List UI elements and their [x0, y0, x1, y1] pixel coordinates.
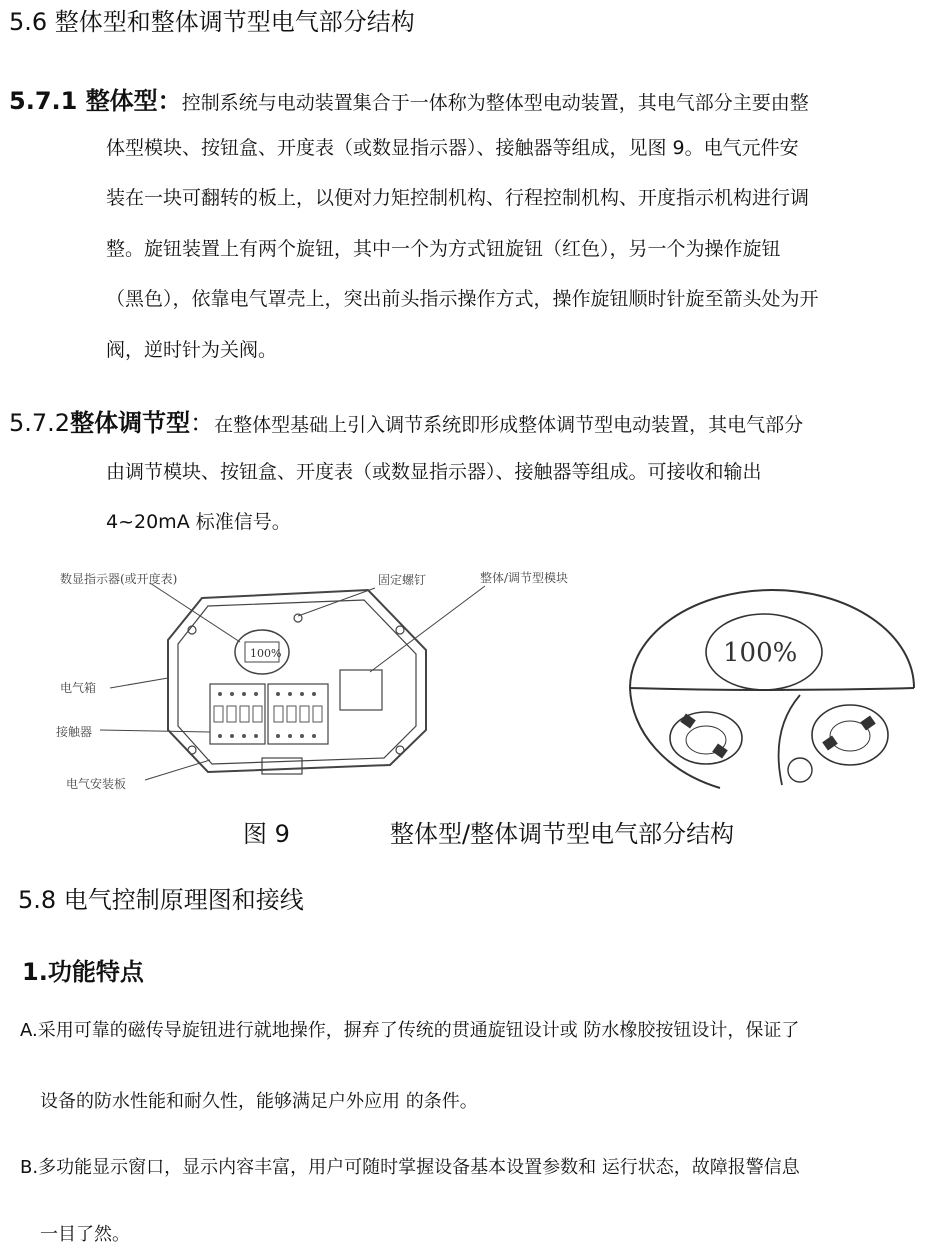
section-5-7-1-label: 5.7.1 整体型： — [9, 87, 182, 115]
right-display-reading: 100% — [723, 638, 798, 668]
section-5-7-2-label-num: 5.7.2 — [9, 409, 71, 437]
label-contactor: 接触器 — [56, 725, 93, 739]
label-display-indicator: 数显指示器(或开度表) — [60, 572, 178, 586]
section-5-7-1-line-2: 体型模块、按钮盒、开度表（或数显指示器）、接触器等组成，见图 9。电气元件安 — [106, 137, 799, 159]
features-title: 1.功能特点 — [22, 958, 144, 986]
section-5-7-2-line-1: 在整体型基础上引入调节系统即形成整体调节型电动装置，其电气部分 — [214, 414, 804, 436]
left-display-reading: 100% — [250, 647, 282, 660]
feature-a-line-2: 设备的防水性能和耐久性，能够满足户外应用 的条件。 — [40, 1091, 478, 1112]
feature-b-line-1: B.多功能显示窗口，显示内容丰富，用户可随时掌握设备基本设置参数和 运行状态，故障报警信息 — [20, 1157, 800, 1178]
section-5-7-1-line-5: （黑色），依靠电气罩壳上，突出前头指示操作方式，操作旋钮顺时针旋至箭头处为开 — [106, 288, 819, 310]
section-5-7-2-label-colon: ： — [190, 409, 215, 437]
figure-9-illustration — [30, 560, 920, 805]
figure-caption-text: 整体型/整体调节型电气部分结构 — [390, 820, 735, 848]
label-mounting-board: 电气安装板 — [66, 777, 127, 791]
label-electrical-box: 电气箱 — [60, 681, 97, 695]
figure-caption-number: 图 9 — [243, 820, 290, 848]
section-5-7-2-label-text: 整体调节型 — [70, 409, 191, 437]
section-5-7-2-line-3: 4~20mA 标准信号。 — [106, 511, 291, 533]
section-5-7-1-line-6: 阀，逆时针为关阀。 — [106, 339, 278, 361]
right-diagram — [630, 590, 914, 788]
label-module: 整体/调节型模块 — [480, 571, 569, 585]
section-5-7-1-line-3: 装在一块可翻转的板上，以便对力矩控制机构、行程控制机构、开度指示机构进行调 — [106, 187, 810, 209]
section-5-7-2-line-2: 由调节模块、按钮盒、开度表（或数显指示器）、接触器等组成。可接收和输出 — [106, 461, 762, 483]
section-5-8-title: 5.8 电气控制原理图和接线 — [18, 886, 304, 914]
feature-b-line-2: 一目了然。 — [40, 1224, 130, 1245]
section-5-6-title: 5.6 整体型和整体调节型电气部分结构 — [9, 8, 415, 36]
feature-a-line-1: A.采用可靠的磁传导旋钮进行就地操作，摒弃了传统的贯通旋钮设计或 防水橡胶按钮设计，保证了 — [20, 1020, 800, 1041]
label-fixing-screw: 固定螺钉 — [378, 573, 427, 587]
section-5-7-1-line-4: 整。旋钮装置上有两个旋钮，其中一个为方式钮旋钮（红色），另一个为操作旋钮 — [106, 238, 781, 260]
section-5-7-1-line-1: 控制系统与电动装置集合于一体称为整体型电动装置，其电气部分主要由整 — [181, 92, 809, 114]
section-5-7-2-first-line — [9, 403, 803, 438]
left-diagram — [100, 583, 485, 780]
section-5-7-1-first-line — [9, 81, 809, 116]
